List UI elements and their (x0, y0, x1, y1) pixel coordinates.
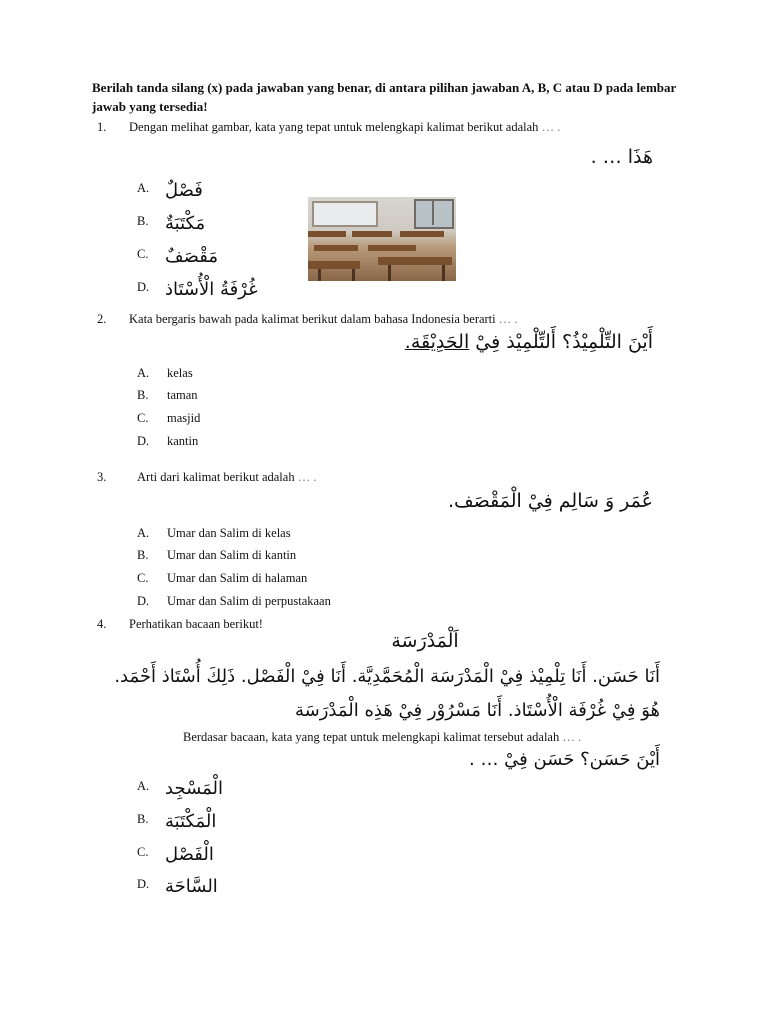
q1-number: 1. (97, 120, 107, 134)
q4-reading-title: اَلْمَدْرَسَة (391, 630, 459, 652)
desk-shape (368, 245, 416, 251)
window-frame-shape (432, 199, 434, 225)
q1-option-a[interactable]: فَصْلٌ (165, 180, 203, 201)
desk-shape (352, 231, 392, 237)
desk-shape (308, 261, 360, 269)
window-shape (414, 199, 454, 229)
q4-subtext: Berdasar bacaan, kata yang tepat untuk melengkapi kalimat tersebut adalah … . (183, 730, 582, 744)
desk-leg-shape (388, 265, 391, 281)
q4-option-d-letter[interactable]: D. (137, 877, 150, 891)
q1-option-b-letter[interactable]: B. (137, 214, 149, 228)
q2-option-a[interactable]: kelas (167, 366, 193, 380)
q2-option-c[interactable]: masjid (167, 411, 201, 425)
desk-shape (314, 245, 358, 251)
q3-option-d[interactable]: Umar dan Salim di perpustakaan (167, 594, 331, 608)
desk-shape (378, 257, 452, 265)
q2-text: Kata bergaris bawah pada kalimat berikut dalam bahasa Indonesia berarti … . (129, 312, 518, 326)
desk-leg-shape (442, 265, 445, 281)
whiteboard-shape (312, 201, 378, 227)
q3-text: Arti dari kalimat berikut adalah … . (137, 470, 317, 484)
q1-option-c-letter[interactable]: C. (137, 247, 149, 261)
desk-shape (400, 231, 444, 237)
q2-number: 2. (97, 312, 107, 326)
q2-option-a-letter[interactable]: A. (137, 366, 150, 380)
q3-option-a[interactable]: Umar dan Salim di kelas (167, 526, 291, 540)
q4-reading-line-2: هُوَ فِيْ غُرْفَة الْأُسْتَاذ. أَنَا مَسْرُوْر فِيْ هَذِه الْمَدْرَسَة (294, 700, 660, 721)
q3-option-b[interactable]: Umar dan Salim di kantin (167, 548, 297, 562)
q2-option-d-letter[interactable]: D. (137, 434, 150, 448)
classroom-photo (308, 197, 456, 281)
q4-option-b-letter[interactable]: B. (137, 812, 149, 826)
q4-option-d[interactable]: السَّاحَة (165, 876, 218, 897)
q2-underlined-word: الحَدِيْقَة. (404, 331, 470, 353)
q3-option-b-letter[interactable]: B. (137, 548, 149, 562)
q2-option-b[interactable]: taman (167, 388, 198, 402)
q3-number: 3. (97, 470, 107, 484)
q4-option-c[interactable]: الْفَصْل (165, 844, 214, 865)
q4-option-b[interactable]: الْمَكْتَبَة (165, 811, 217, 832)
q1-option-d-letter[interactable]: D. (137, 280, 150, 294)
q1-text: Dengan melihat gambar, kata yang tepat untuk melengkapi kalimat berikut adalah … . (129, 120, 561, 134)
q3-option-c[interactable]: Umar dan Salim di halaman (167, 571, 308, 585)
desk-leg-shape (318, 269, 321, 281)
q4-question-arabic: أَيْنَ حَسَن؟ حَسَن فِيْ … . (469, 749, 660, 770)
instruction-text: Berilah tanda silang (x) pada jawaban yang benar, di antara pilihan jawaban A, B, C atau D pada lembar jawab yang tersedia! (92, 80, 677, 114)
q3-option-d-letter[interactable]: D. (137, 594, 150, 608)
q4-option-a-letter[interactable]: A. (137, 779, 150, 793)
desk-shape (308, 231, 346, 237)
q1-arabic: هَذَا … . (590, 146, 653, 168)
q2-arabic (405, 331, 653, 353)
q4-option-a[interactable]: الْمَسْجِد (165, 778, 224, 799)
q1-option-b[interactable]: مَكْتَبَةٌ (165, 213, 206, 234)
q1-option-a-letter[interactable]: A. (137, 181, 150, 195)
q1-option-d[interactable]: غُرْفَةُ الْأُسْتَاذ (165, 279, 258, 300)
q3-option-a-letter[interactable]: A. (137, 526, 150, 540)
q2-arabic-part: أَيْنَ التِّلْمِيْذُ؟ أَلتِّلْمِيْذ فِيْ (469, 331, 653, 353)
q3-option-c-letter[interactable]: C. (137, 571, 149, 585)
q4-number: 4. (97, 617, 107, 631)
q2-option-c-letter[interactable]: C. (137, 411, 149, 425)
q2-option-d[interactable]: kantin (167, 434, 199, 448)
q4-text: Perhatikan bacaan berikut! (129, 617, 263, 631)
q4-reading-line-1: أَنَا حَسَن. أَنَا تِلْمِيْذ فِيْ الْمَدْرَسَة الْمُحَمَّدِيَّة. أَنَا فِيْ الْفَصْل. ذَلِكَ أُسْتَاذ أَحْمَد. (114, 666, 660, 687)
q2-option-b-letter[interactable]: B. (137, 388, 149, 402)
q4-option-c-letter[interactable]: C. (137, 845, 149, 859)
desk-leg-shape (352, 269, 355, 281)
q1-option-c[interactable]: مَقْصَفٌ (165, 246, 218, 267)
q3-arabic: عُمَر وَ سَالِم فِيْ الْمَقْصَف. (447, 490, 653, 512)
